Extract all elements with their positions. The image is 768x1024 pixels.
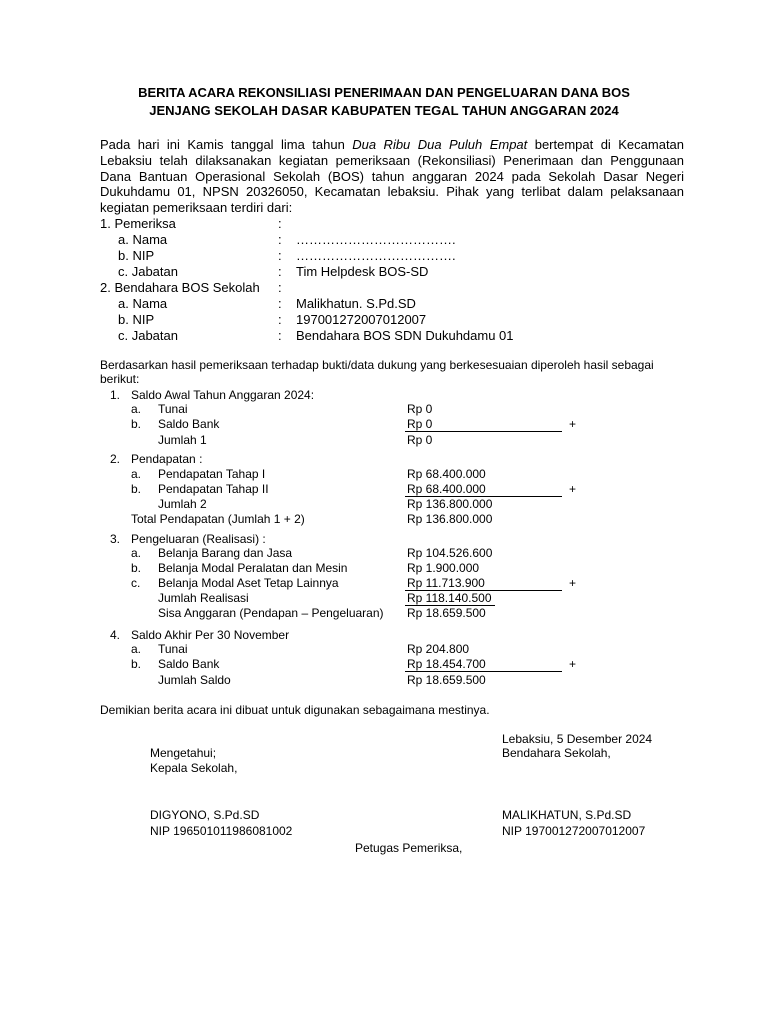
intro-line-1	[100, 137, 684, 153]
section-3-sisa-text: Sisa Anggaran (Pendapan – Pengeluaran)	[158, 606, 384, 620]
pemeriksa-nip-label: b. NIP	[118, 248, 155, 263]
item-label: a.	[131, 546, 142, 560]
left-signatory-nip: NIP 196501011986081002	[150, 824, 293, 838]
section-1-total-text: Jumlah 1	[158, 433, 207, 447]
right-signatory-name: MALIKHATUN, S.Pd.SD	[502, 808, 632, 822]
place-date: Lebaksiu, 5 Desember 2024	[502, 732, 653, 746]
intro-text-a: Pada hari ini Kamis tanggal lima tahun	[100, 137, 353, 152]
bendahara-nip-value: 197001272007012007	[296, 312, 427, 327]
section-2-total-value: Rp 136.800.000	[407, 497, 493, 511]
closing-statement: Demikian berita acara ini dibuat untuk digunakan sebagaimana mestinya.	[100, 703, 490, 717]
intro-line-3: Dana Bantuan Operasional Sekolah (BOS) tahun anggaran 2024 pada Sekolah Dasar Negeri	[100, 168, 684, 184]
pemeriksa-heading: 1. Pemeriksa	[100, 216, 176, 231]
plus-sign: +	[569, 576, 577, 590]
result-intro-line-1: Berdasarkan hasil pemeriksaan terhadap bukti/data dukung yang berkesesuaian diperoleh hasil sebagai	[100, 358, 654, 372]
colon: :	[278, 232, 282, 247]
left-signatory-intro: Mengetahui;	[150, 746, 217, 760]
sum-underline	[405, 671, 562, 672]
bendahara-jabatan-label: c. Jabatan	[118, 328, 178, 343]
item-label: a.	[131, 467, 142, 481]
item-label: a.	[131, 402, 142, 416]
section-1-bank-value: Rp 0	[407, 417, 433, 431]
section-3-barang-jasa-value: Rp 104.526.600	[407, 546, 493, 560]
section-4-bank-text: Saldo Bank	[158, 657, 220, 671]
sum-underline	[405, 431, 562, 432]
section-3-barang-jasa-text: Belanja Barang dan Jasa	[158, 546, 293, 560]
section-1-tunai-text: Tunai	[158, 402, 188, 416]
section-3-number: 3.	[110, 532, 121, 546]
colon: :	[278, 248, 282, 263]
section-2-total-text: Jumlah 2	[158, 497, 207, 511]
intro-line-5: kegiatan pemeriksaan terdiri dari:	[100, 200, 293, 216]
section-2-number: 2.	[110, 452, 121, 466]
pemeriksa-nip-value: ……………………………….	[296, 248, 456, 263]
right-signatory-role: Bendahara Sekolah,	[502, 746, 611, 760]
intro-paragraph	[100, 137, 684, 216]
intro-line-2: Lebaksiu telah dilaksanakan kegiatan pemeriksaan (Rekonsiliasi) Penerimaan dan Penggunaan	[100, 152, 684, 168]
section-4-bank-value: Rp 18.454.700	[407, 657, 486, 671]
bendahara-heading: 2. Bendahara BOS Sekolah	[100, 280, 260, 295]
section-4-total-text: Jumlah Saldo	[158, 673, 231, 687]
section-2-tahap-1-value: Rp 68.400.000	[407, 467, 486, 481]
item-label: c.	[131, 576, 141, 590]
document-title-line-1: BERITA ACARA REKONSILIASI PENERIMAAN DAN PENGELUARAN DANA BOS	[138, 85, 630, 100]
section-1-heading: Saldo Awal Tahun Anggaran 2024:	[131, 388, 315, 402]
section-1-number: 1.	[110, 388, 121, 402]
colon: :	[278, 264, 282, 279]
bendahara-nama-value: Malikhatun. S.Pd.SD	[296, 296, 416, 311]
pemeriksa-jabatan-value: Tim Helpdesk BOS-SD	[296, 264, 429, 279]
section-4-tunai-text: Tunai	[158, 642, 188, 656]
section-3-sisa-value: Rp 18.659.500	[407, 606, 486, 620]
intro-line-4: Dukuhdamu 01, NPSN 20326050, Kecamatan lebaksiu. Pihak yang terlibat dalam pelaksanaan	[100, 184, 684, 200]
section-3-peralatan-value: Rp 1.900.000	[407, 561, 480, 575]
colon: :	[278, 312, 282, 327]
plus-sign: +	[569, 657, 577, 671]
section-3-total-text: Jumlah Realisasi	[158, 591, 249, 605]
section-2-tahap-2-value: Rp 68.400.000	[407, 482, 486, 496]
section-4-tunai-value: Rp 204.800	[407, 642, 470, 656]
item-label: a.	[131, 642, 142, 656]
section-2-tahap-2-text: Pendapatan Tahap II	[158, 482, 269, 496]
examiner-role: Petugas Pemeriksa,	[355, 841, 463, 855]
section-3-total-value: Rp 118.140.500	[407, 591, 492, 605]
plus-sign: +	[569, 482, 577, 496]
section-3-peralatan-text: Belanja Modal Peralatan dan Mesin	[158, 561, 348, 575]
left-signatory-name: DIGYONO, S.Pd.SD	[150, 808, 260, 822]
result-intro-line-2: berikut:	[100, 372, 140, 386]
bendahara-nama-label: a. Nama	[118, 296, 168, 311]
section-1-total-value: Rp 0	[407, 433, 433, 447]
pemeriksa-nama-label: a. Nama	[118, 232, 168, 247]
pemeriksa-jabatan-label: c. Jabatan	[118, 264, 178, 279]
intro-text-b: bertempat di Kecamatan	[527, 137, 685, 152]
section-4-heading: Saldo Akhir Per 30 November	[131, 628, 290, 642]
left-signatory-role: Kepala Sekolah,	[150, 761, 238, 775]
section-3-aset-tetap-text: Belanja Modal Aset Tetap Lainnya	[158, 576, 339, 590]
section-2-heading: Pendapatan :	[131, 452, 203, 466]
section-2-grand-value: Rp 136.800.000	[407, 512, 493, 526]
right-signatory-nip: NIP 197001272007012007	[502, 824, 646, 838]
colon: :	[278, 280, 282, 295]
colon: :	[278, 328, 282, 343]
intro-text-italic: Dua Ribu Dua Puluh Empat	[352, 137, 528, 152]
section-3-aset-tetap-value: Rp 11.713.900	[407, 576, 485, 590]
section-2-grand-text: Total Pendapatan (Jumlah 1 + 2)	[131, 512, 305, 526]
section-4-number: 4.	[110, 628, 121, 642]
item-label: b.	[131, 561, 142, 575]
colon: :	[278, 216, 282, 231]
item-label: b.	[131, 657, 142, 671]
colon: :	[278, 296, 282, 311]
item-label: b.	[131, 482, 142, 496]
section-1-bank-text: Saldo Bank	[158, 417, 220, 431]
item-label: b.	[131, 417, 142, 431]
section-2-tahap-1-text: Pendapatan Tahap I	[158, 467, 266, 481]
section-1-tunai-value: Rp 0	[407, 402, 433, 416]
section-3-heading: Pengeluaran (Realisasi) :	[131, 532, 266, 546]
section-4-total-value: Rp 18.659.500	[407, 673, 486, 687]
bendahara-nip-label: b. NIP	[118, 312, 155, 327]
plus-sign: +	[569, 417, 577, 431]
pemeriksa-nama-value: ……………………………….	[296, 232, 456, 247]
document-title-line-2: JENJANG SEKOLAH DASAR KABUPATEN TEGAL TAHUN ANGGARAN 2024	[149, 103, 619, 118]
bendahara-jabatan-value: Bendahara BOS SDN Dukuhdamu 01	[296, 328, 514, 343]
